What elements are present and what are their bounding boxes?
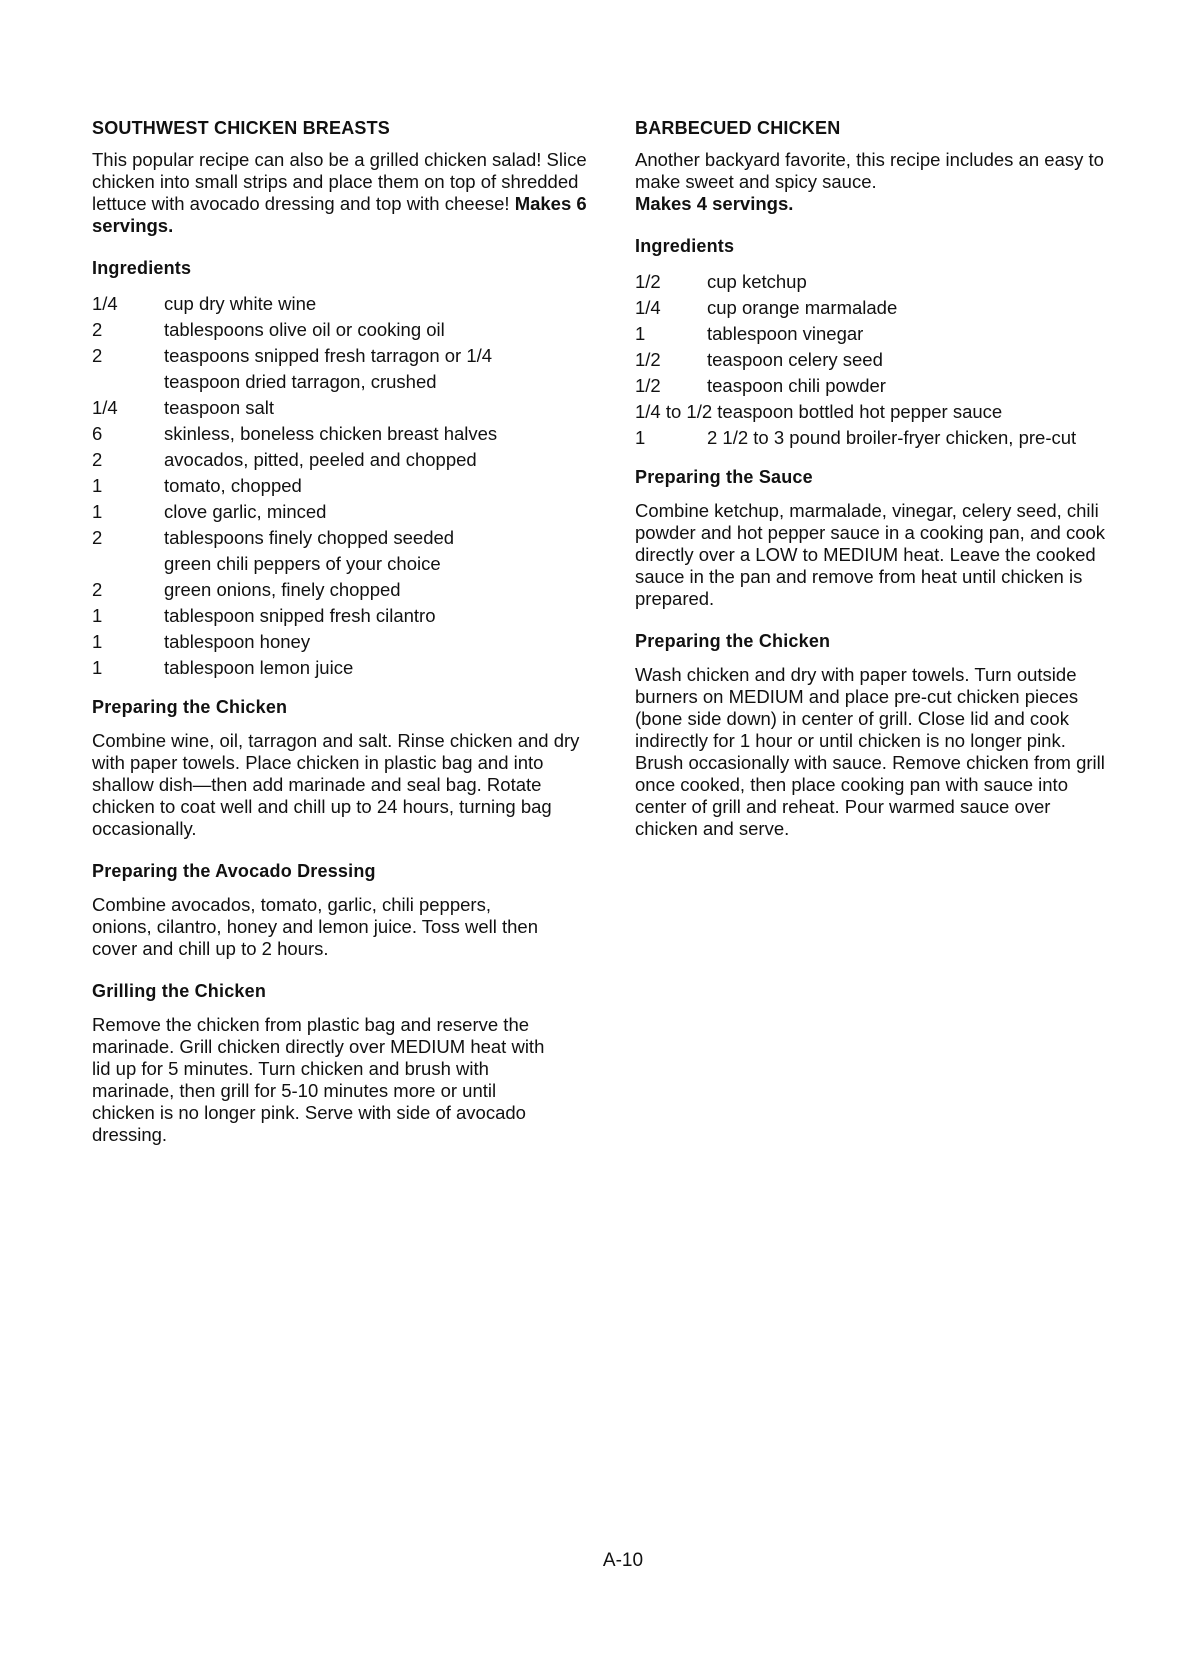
ingredient-text: tablespoons olive oil or cooking oil [164, 319, 445, 340]
ingredient-text: green onions, finely chopped [164, 579, 401, 600]
ingredient-qty: 1/4 [635, 297, 661, 318]
recipe-southwest-chicken [92, 117, 592, 1146]
ingredient-qty: 1/2 [635, 271, 661, 292]
grilling-heading: Grilling the Chicken [92, 981, 267, 1001]
ingredient-qty: 1 [92, 475, 103, 496]
ingredient-text: tablespoons finely chopped seeded green chili peppers of your choice [164, 527, 455, 574]
prep-sauce-heading: Preparing the Sauce [635, 467, 813, 487]
ingredient-item [635, 295, 1115, 321]
ingredient-text: tablespoon snipped fresh cilantro [164, 605, 436, 626]
ingredient-qty: 2 [92, 345, 103, 366]
ingredient-qty: 1/4 [92, 397, 118, 418]
ingredient-item [92, 499, 592, 525]
ingredient-text: 1/4 to 1/2 teaspoon bottled hot pepper sauce [635, 401, 1003, 422]
ingredient-qty: 2 [92, 319, 103, 340]
ingredient-text: skinless, boneless chicken breast halves [164, 423, 498, 444]
ingredient-item [92, 655, 592, 681]
ingredient-qty: 2 [92, 579, 103, 600]
ingredient-qty: 1/2 [635, 375, 661, 396]
ingredients-list [635, 269, 1115, 451]
ingredient-text: 2 1/2 to 3 pound broiler-fryer chicken, pre-cut [707, 427, 1077, 448]
ingredient-item [92, 629, 592, 655]
ingredient-qty: 1 [635, 427, 646, 448]
ingredient-qty: 2 [92, 527, 103, 548]
ingredient-item [92, 447, 592, 473]
ingredient-text: tomato, chopped [164, 475, 302, 496]
ingredients-heading: Ingredients [635, 236, 735, 256]
prep-chicken-heading: Preparing the Chicken [635, 631, 831, 651]
ingredient-text: teaspoon chili powder [707, 375, 886, 396]
ingredient-item [92, 525, 592, 577]
ingredient-text: clove garlic, minced [164, 501, 327, 522]
servings: Makes 6 servings. [92, 193, 587, 236]
ingredient-item [92, 395, 592, 421]
prep-avocado-text: Combine avocados, tomato, garlic, chili peppers, onions, cilantro, honey and lemon juice. Toss well then cover and chill up to 2 hours. [92, 894, 538, 959]
ingredients-list [92, 291, 592, 681]
intro-text: Another backyard favorite, this recipe includes an easy to make sweet and spicy sauce. [635, 149, 1104, 192]
ingredient-text: teaspoon celery seed [707, 349, 883, 370]
ingredient-text: tablespoon lemon juice [164, 657, 354, 678]
ingredient-text: cup dry white wine [164, 293, 317, 314]
ingredient-text: avocados, pitted, peeled and chopped [164, 449, 477, 470]
ingredient-item [92, 343, 592, 395]
ingredient-text: teaspoon salt [164, 397, 275, 418]
ingredient-item [92, 317, 592, 343]
prep-sauce-text: Combine ketchup, marmalade, vinegar, celery seed, chili powder and hot pepper sauce in a cooking pan, and cook directly over a LOW to MEDIUM heat. Leave the cooked sauce in the pan and remove from heat until chicken is prepared. [635, 500, 1106, 609]
ingredient-item [635, 347, 1115, 373]
ingredient-text: tablespoon vinegar [707, 323, 864, 344]
ingredient-item [635, 425, 1115, 451]
ingredient-qty: 6 [92, 423, 103, 444]
prep-chicken-text: Combine wine, oil, tarragon and salt. Rinse chicken and dry with paper towels. Place chicken in plastic bag and into shallow dish—then add marinade and seal bag. Rotate chicken to coat well and chill up to 24 hours, turning bag occasionally. [92, 730, 580, 839]
intro-text: This popular recipe can also be a grilled chicken salad! Slice chicken into small strips and place them on top of shredded lettuce with avocado dressing and top with cheese! [92, 149, 587, 214]
page-number: A-10 [602, 1550, 644, 1571]
recipe-title: SOUTHWEST CHICKEN BREASTS [92, 118, 391, 138]
ingredient-item [92, 473, 592, 499]
recipe-intro [635, 149, 1115, 215]
ingredient-qty: 1 [92, 605, 103, 626]
ingredient-item [635, 269, 1115, 295]
recipe-barbecued-chicken [635, 117, 1115, 840]
ingredient-item [92, 577, 592, 603]
ingredient-text: cup ketchup [707, 271, 807, 292]
servings: Makes 4 servings. [635, 193, 794, 214]
prep-chicken-text: Wash chicken and dry with paper towels. Turn outside burners on MEDIUM and place pre-cut chicken pieces (bone side down) in center of grill. Close lid and cook indirectly for 1 hour or until chicken is no longer pink. Brush occasionally with sauce. Remove chicken from grill once cooked, then place cooking pan with sauce into center of grill and reheat. Pour warmed sauce over chicken and serve. [635, 664, 1105, 839]
ingredient-item [92, 603, 592, 629]
ingredients-heading: Ingredients [92, 258, 192, 278]
ingredient-item [635, 321, 1115, 347]
ingredient-item [92, 291, 592, 317]
ingredient-text: teaspoons snipped fresh tarragon or 1/4 teaspoon dried tarragon, crushed [164, 345, 493, 392]
ingredient-qty: 1/4 [92, 293, 118, 314]
ingredient-qty: 1 [92, 501, 103, 522]
ingredient-qty: 1/2 [635, 349, 661, 370]
grilling-text: Remove the chicken from plastic bag and reserve the marinade. Grill chicken directly over MEDIUM heat with lid up for 5 minutes. Turn chicken and brush with marinade, then grill for 5-10 minutes more or until chicken is no longer pink. Serve with side of avocado dressing. [92, 1014, 545, 1145]
ingredient-item [635, 399, 1115, 425]
ingredient-item [92, 421, 592, 447]
ingredient-text: tablespoon honey [164, 631, 311, 652]
recipe-intro [92, 149, 592, 237]
ingredient-qty: 2 [92, 449, 103, 470]
ingredient-qty: 1 [635, 323, 646, 344]
ingredient-item [635, 373, 1115, 399]
ingredient-qty: 1 [92, 657, 103, 678]
prep-avocado-heading: Preparing the Avocado Dressing [92, 861, 376, 881]
prep-chicken-heading: Preparing the Chicken [92, 697, 288, 717]
ingredient-qty: 1 [92, 631, 103, 652]
ingredient-text: cup orange marmalade [707, 297, 898, 318]
recipe-title: BARBECUED CHICKEN [635, 118, 841, 138]
